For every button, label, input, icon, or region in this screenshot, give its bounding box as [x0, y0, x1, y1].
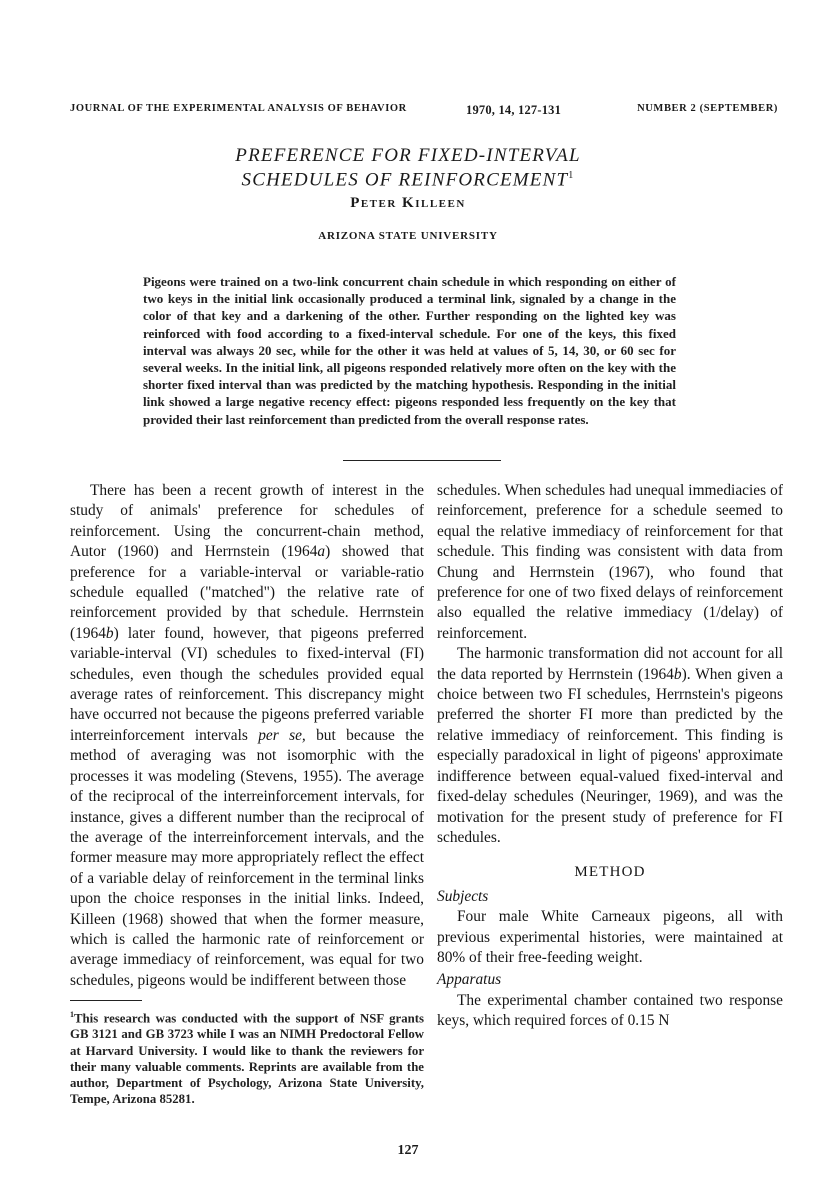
- footnote-marker: 1: [70, 1010, 74, 1019]
- affiliation: ARIZONA STATE UNIVERSITY: [318, 230, 498, 242]
- subjects-heading: Subjects: [437, 887, 489, 905]
- journal-name: JOURNAL OF THE EXPERIMENTAL ANALYSIS OF BEHAVIOR: [70, 103, 407, 114]
- section-divider: [343, 460, 501, 461]
- right-column: [437, 481, 783, 1032]
- title-line-2: SCHEDULES OF REINFORCEMENT$^1$: [241, 169, 575, 191]
- method-heading: METHOD: [574, 864, 646, 881]
- intro-paragraph-2: The harmonic transformation did not account for all the data reported by Herrnstein (1964b). When given a choice between two FI schedules, Herrnstein's pigeons preferred the shorter FI more than predicted by the relative immediacy of reinforcement. This finding is especially paradoxical in light of pigeons' approximate indifference between equal-valued fixed-interval and fixed-delay schedules (Neuringer, 1969), and was the motivation for the present study of preference for FI schedules.: [437, 645, 783, 846]
- apparatus-heading: Apparatus: [437, 971, 502, 989]
- intro-paragraph-1: There has been a recent growth of interest in the study of animals' preference for schedules of reinforcement. Using the concurrent-chain method, Autor (1960) and Herrnstein (1964a) showed that preference for a variable-interval or variable-ratio schedule equalled ("matched") the relative rate of reinforcement provided by that schedule. Herrnstein (1964b) later found, however, that pigeons preferred variable-interval (VI) schedules to fixed-interval (FI) schedules, even though the schedules provided equal average rates of reinforcement. This discrepancy might have occurred not because the pigeons preferred variable interreinforcement intervals per se, but because the method of averaging was not isomorphic with the processes it was modeling (Stevens, 1955). The average of the reciprocal of the interreinforcement intervals, for instance, gives a different number than the reciprocal of the average of the interreinforcement intervals, and the former measure may more appropriately reflect the effect of a variable delay of reinforcement in the terminal links upon the choice responses in the initial links. Indeed, Killeen (1968) showed that when the former measure, which is called the harmonic rate of reinforcement or average immediacy of reinforcement, was equal for two schedules, pigeons would be indifferent between those: [70, 482, 424, 989]
- issue-info: NUMBER 2 (SEPTEMBER): [637, 103, 778, 114]
- author-name: Peter Killeen: [350, 195, 466, 211]
- abstract: Pigeons were trained on a two-link concurrent chain schedule in which responding on either of two keys in the initial link occasionally produced a terminal link, signaled by a change in the color of that key and a darkening of the other. Further responding on the lighted key was reinforced with food according to a fixed-interval schedule. For one of the keys, this fixed interval was always 20 sec, while for the other it was held at values of 5, 14, 30, or 60 sec for several weeks. In the initial link, all pigeons responded relatively more often on the key with the shorter fixed interval than was predicted by the matching hypothesis. Responding in the initial link showed a large negative recency effect: pigeons responded less frequently on the key that provided their last reinforcement than predicted from the overall response rates.: [143, 274, 676, 427]
- running-header: [70, 103, 778, 119]
- citation: 1970, 14, 127-131: [466, 103, 562, 117]
- title-footnote-marker[interactable]: 1: [568, 170, 575, 181]
- left-column: [70, 481, 424, 991]
- subjects-paragraph: Four male White Carneaux pigeons, all with previous experimental histories, were maintained at 80% of their free-feeding weight.: [437, 908, 783, 966]
- page-number: 127: [397, 1143, 419, 1158]
- article-title: [120, 146, 696, 190]
- intro-paragraph-1-continued: but because the method of averaging was not isomorphic with the processes it was modeling (Stevens, 1955). The average of the reciprocal of the interreinforcement intervals, for instance, gives a different number than the reciprocal of the average of the interreinforcement intervals, and the former measure may more appropriately reflect the effect of a variable delay of reinforcement in the terminal links upon the choice responses in the initial links. Indeed, Killeen (1968) showed that when the former measure, which is called the harmonic rate of reinforcement or average immediacy of reinforcement, was equal for two schedules, pigeons would be indifferent between those: [70, 726, 424, 989]
- footnote-text: This research was conducted with the support of NSF grants GB 3121 and GB 3723 while I was an NIMH Predoctoral Fellow at Harvard University. I would like to thank the reviewers for their many valuable comments. Reprints are available from the author, Department of Psychology, Arizona State University, Tempe, Arizona 85281.: [70, 1011, 424, 1107]
- apparatus-paragraph: The experimental chamber contained two response keys, which required forces of 0.15 N: [437, 991, 783, 1030]
- title-line-1: PREFERENCE FOR FIXED-INTERVAL: [235, 145, 581, 166]
- intro-paragraph-1-end: schedules. When schedules had unequal immediacies of reinforcement, preference for a schedule seemed to equal the relative immediacy of reinforcement for that schedule. This finding was consistent with data from Chung and Herrnstein (1967), who found that preference for one of two fixed delays of reinforcement also equalled the relative immediacy (1/delay) of reinforcement.: [437, 482, 783, 642]
- footnote: [70, 1007, 424, 1107]
- footnote-rule: [70, 1000, 142, 1001]
